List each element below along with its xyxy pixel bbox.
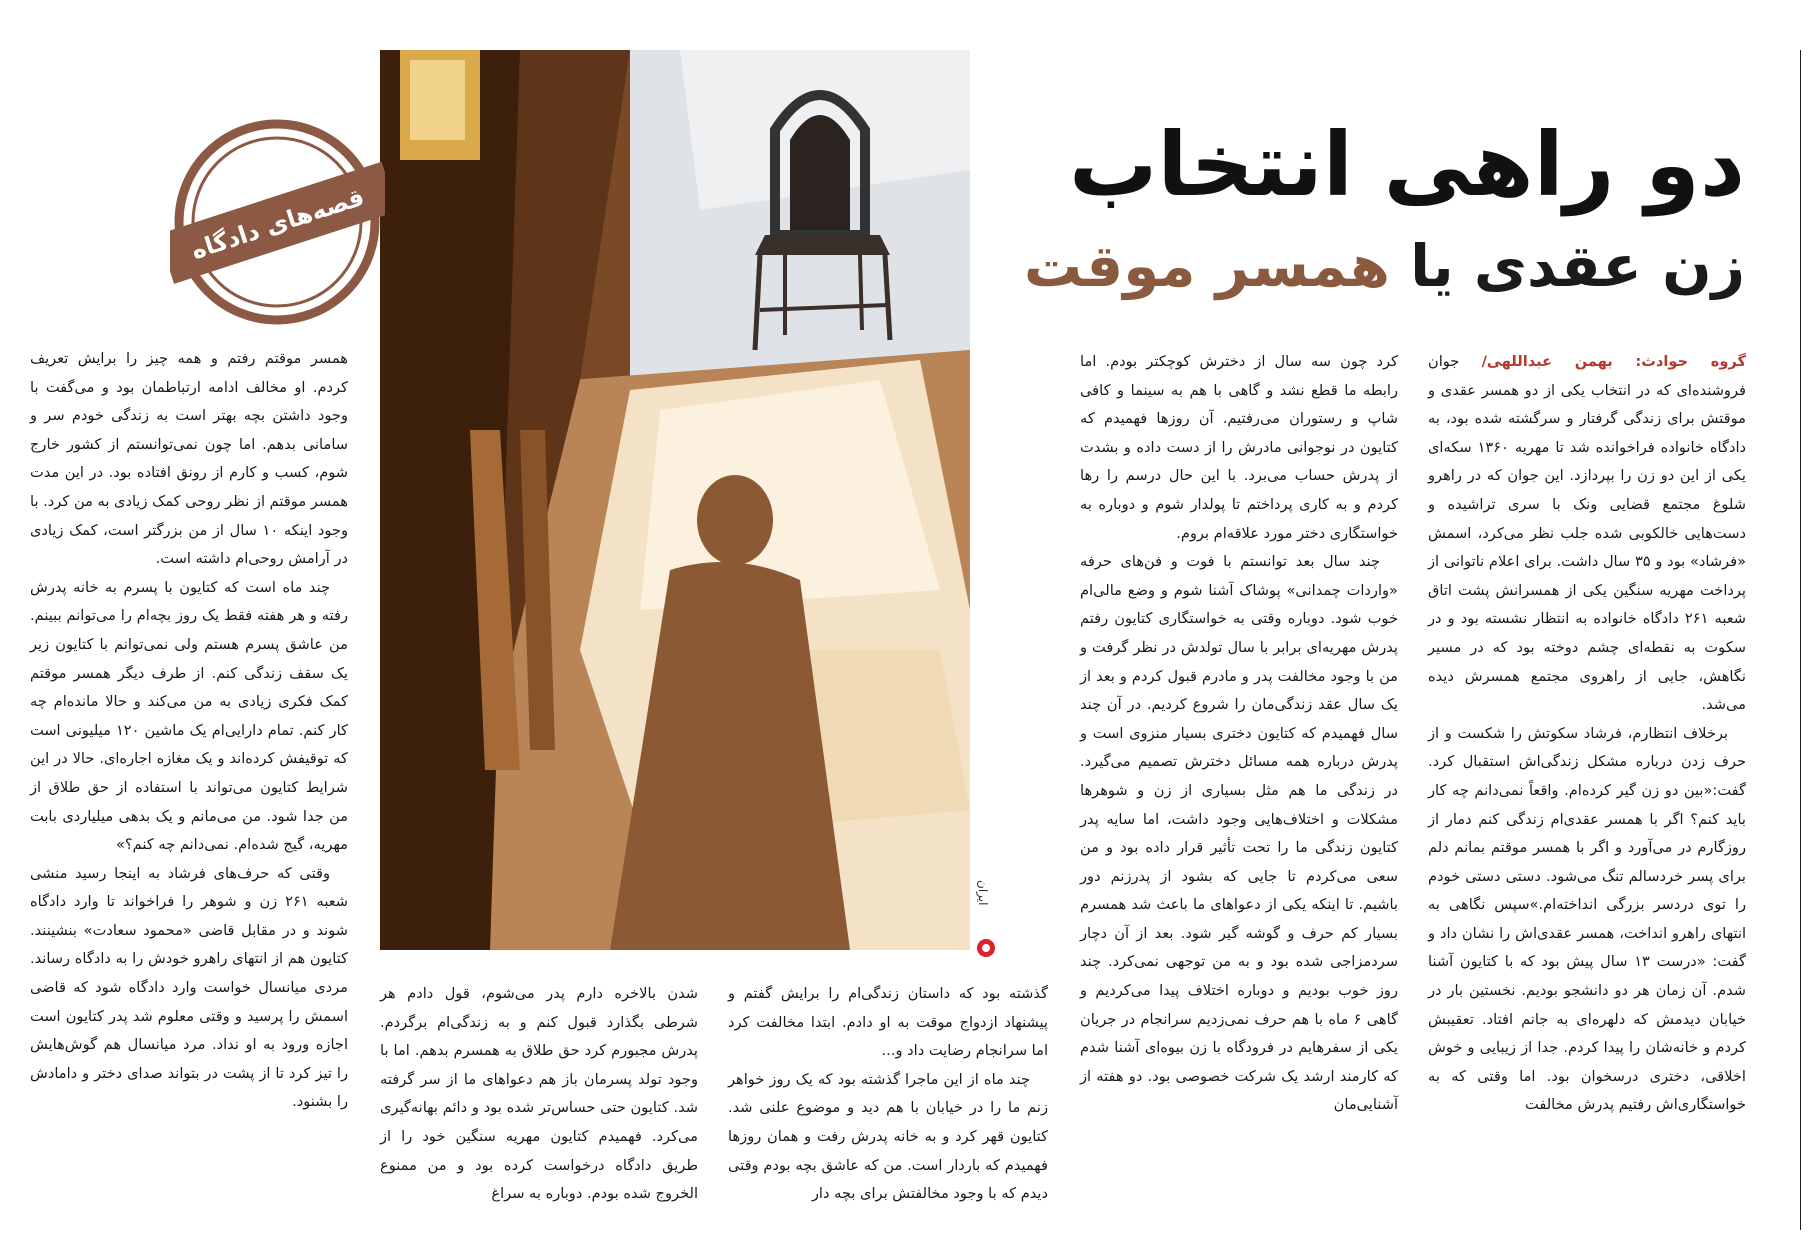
article-photo [380, 50, 970, 950]
article-paragraph: کرد چون سه سال از دخترش کوچکتر بودم. اما رابطه ما قطع نشد و گاهی با هم به سینما و کافی شاپ و رستوران می‌رفتیم. آن روزها فهمیدم که کتایون در نوجوانی مادرش را از دست داده و بشدت از پدرش حساب می‌برد. با این حال درسم را رها کردم و به کاری پرداختم تا پولدار شوم و دوباره به خواستگاری دختر مورد علاقه‌ام بروم. [1080, 353, 1398, 542]
article-paragraph: همسر موقتم رفتم و همه چیز را برایش تعریف کردم. او مخالف ادامه ارتباطمان بود و می‌گفت با وجود داشتن بچه بهتر است به زندگی خودم سر و سامانی بدهم. اما چون نمی‌توانستم از کشور خارج شوم، کسب و کارم از رونق افتاده بود. در این مدت همسر موقتم از نظر روحی کمک زیادی به من کرد. با وجود اینکه ۱۰ سال از من بزرگتر است، کمک زیادی در آرامش روحی‌ام داشته است. [30, 350, 348, 568]
headline-sub-part2: همسر موقت [1023, 232, 1390, 300]
article-paragraph: برخلاف انتظارم، فرشاد سکوتش را شکست و از حرف زدن درباره مشکل زندگی‌اش استقبال کرد. گفت:«بین دو زن گیر کرده‌ام. واقعاً نمی‌دانم چه کار باید کنم؟ اگر با همسر عقدی‌ام زندگی کنم دمار از روزگارم در می‌آورد و اگر با همسر موقتم بمانم دلم برای پسر خردسالم تنگ می‌شود. دستی دستی خودم را توی دردسر بزرگی انداخته‌ام.»سپس نگاهی به انتهای راهرو انداخت، همسر عقدی‌اش را نشان داد و گفت: «درست ۱۳ سال پیش بود که با کتایون آشنا شدم. آن زمان هر دو دانشجو بودیم. نخستین بار در خیابان دیدمش که دلهره‌ای به جانم افتاد. تعقیبش کردم و خانه‌شان را پیدا کردم. جدا از زیبایی و خوش اخلاقی، دختری درسخوان بود. اما وقتی که به خواستگاری‌اش رفتیم پدرش مخالفت [1428, 724, 1747, 1114]
photo-credit-label: ایران [976, 880, 990, 906]
headline-main: دو راهی انتخاب [1068, 113, 1745, 216]
article-paragraph: گروه حوادث: بهمن عبداللهی/ جوان فروشنده‌ای که در انتخاب یکی از دو همسر عقدی و موقتش برای زندگی گرفتار و سرگشته شده بود، به دادگاه خانواده فراخوانده شد تا مهریه ۱۳۶۰ سکه‌ای یکی از این دو زن را بپردازد. این جوان که در راهرو شلوغ مجتمع قضایی ونک با سری تراشیده و دست‌هایی خالکوبی شده جلب نظر می‌کرد، اسمش «فرشاد» بود و ۳۵ سال داشت. برای اعلام ناتوانی از پرداخت مهریه سنگین یکی از همسرانش پشت اتاق شعبه ۲۶۱ دادگاه خانواده به انتظار نشسته بود و در سکوت به نقطه‌ای چشم دوخته بود که در مسیر نگاهش، جایی از راهروی مجتمع همسرش دیده می‌شد. [1428, 353, 1747, 714]
article-paragraph: چند ماه است که کتایون با پسرم به خانه پدرش رفته و هر هفته فقط یک روز بچه‌ام را می‌توانم ببینم. من عاشق پسرم هستم ولی نمی‌توانم با کتایون زیر یک سقف زندگی کنم. از طرف دیگر همسر موقتم کمک فکری زیادی به من می‌کند و حالا مانده‌ام چه کار کنم. تمام دارایی‌ام یک ماشین ۱۲۰ میلیونی است که توقیفش کرده‌اند و یک مغازه اجاره‌ای. حالا در این شرایط کتایون می‌تواند با استفاده از حق طلاق از من جدا شود. من می‌مانم و یک بدهی میلیاردی بابت مهریه، گیج شده‌ام. نمی‌دانم چه کنم؟» [30, 578, 348, 854]
article-column-5 [30, 345, 348, 1117]
article-paragraph: شدن بالاخره دارم پدر می‌شوم، قول دادم هر شرطی بگذارد قبول کنم و به زندگی‌ام برگردم. پدرش مجبورم کرد حق طلاق به همسرم بدهم. اما با وجود تولد پسرمان باز هم دعواهای ما از سر گرفته شد. کتایون حتی حساس‌تر شده بود و دائم بهانه‌گیری می‌کرد. فهمیدم کتایون مهریه سنگین خود را از طریق دادگاه درخواست کرده بود و من ممنوع الخروج شده بودم. دوباره به سراغ [380, 985, 698, 1203]
article-paragraph: چند سال بعد توانستم با فوت و فن‌های حرفه «واردات چمدانی» پوشاک آشنا شوم و وضع مالی‌ام خوب شود. دوباره وقتی به خواستگاری کتایون رفتم پدرش مهریه‌ای برابر با سال تولدش در نظر گرفت و من با وجود مخالفت پدر و مادرم قبول کردم و بعد از یک سال عقد زندگی‌مان را شروع کردیم. در آن چند سال فهمیدم که کتایون دختری بسیار منزوی است و پدرش درباره همه مسائل دخترش تصمیم می‌گیرد. در زندگی ما هم مثل بسیاری از زن و شوهرها مشکلات و اختلاف‌هایی وجود داشت، اما سایه پدر کتایون زندگی ما را تحت تأثیر قرار داده بود و من سعی می‌کردم تا جایی که بشود از پدرزنم دور باشیم. تا اینکه یکی از دعواهای ما باعث شد همسرم بسیار کم حرف و گوشه گیر شود. بعد از آن دچار سردمزاجی شده بود و به من توجهی نمی‌کرد. چند روز خوب بودیم و دوباره اختلاف پیدا می‌کردیم و گاهی ۶ ماه با هم حرف نمی‌زدیم سرانجام در جریان یکی از سفرهایم در فرودگاه با زن بیوه‌ای آشنا شدم که کارمند ارشد یک شرکت خصوصی بود. دو هفته از آشنایی‌مان [1080, 553, 1398, 1114]
article-column-2 [1080, 348, 1398, 1120]
headline [1023, 110, 1745, 330]
headline-sub [1024, 228, 1745, 304]
article-paragraph: چند ماه از این ماجرا گذشته بود که یک روز خواهر زنم ما را در خیابان با هم دید و موضوع علنی شد. کتایون قهر کرد و به خانه پدرش رفت و همان روزها فهمیدم که باردار است. من که عاشق بچه بودم وقتی دیدم که با وجود مخالفتش برای بچه دار [728, 1070, 1048, 1203]
page-edge-rule [1800, 50, 1801, 1230]
article-paragraph: گذشته بود که داستان زندگی‌ام را برایش گفتم و پیشنهاد ازدواج موقت به او دادم. ابتدا مخالفت کرد اما سرانجام رضایت داد و... [728, 985, 1048, 1060]
article-column-4 [380, 980, 698, 1209]
article-column-1 [1428, 348, 1746, 1120]
photo-credit [972, 880, 1000, 960]
article-paragraph: وقتی که حرف‌های فرشاد به اینجا رسید منشی شعبه ۲۶۱ زن و شوهر را فراخواند تا وارد دادگاه شوند و در مقابل قاضی «محمود سعادت» بنشینند. کتایون هم از انتهای راهرو خودش را به دادگاه رساند. مردی میانسال خواست وارد دادگاه شود که قاضی اسمش را پرسید و وقتی معلوم شد پدر کتایون است اجازه ورود به او نداد. مرد میانسال هم گوش‌هایش را تیز کرد تا از پشت در بتواند صدای دختر و دامادش را بشنود. [30, 864, 348, 1111]
court-stories-stamp [170, 115, 385, 330]
headline-sub-part1: زن عقدی یا [1389, 232, 1745, 300]
stamp-label: قصه‌های دادگاه [187, 182, 368, 266]
article-column-3 [728, 980, 1048, 1209]
byline: گروه حوادث: بهمن عبداللهی/ [1481, 353, 1746, 370]
